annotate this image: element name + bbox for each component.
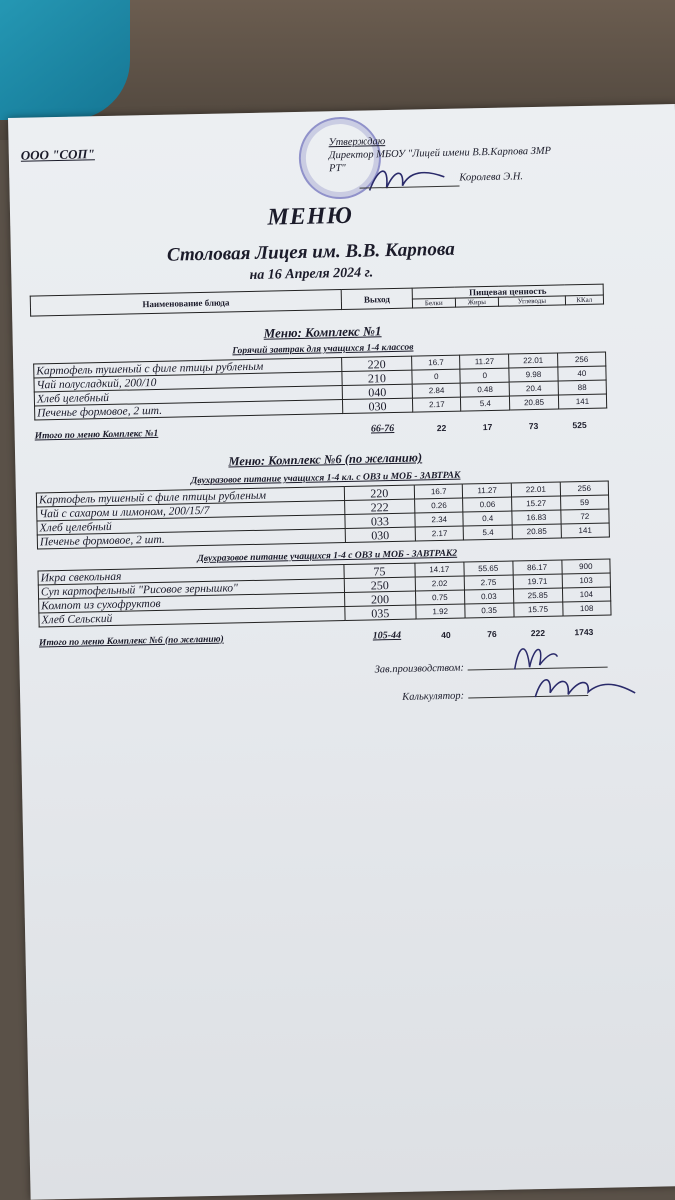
protein: 16.7 [414, 484, 463, 499]
menu1-subtitle: Горячий завтрак для учащихся 1-4 классов [232, 342, 414, 357]
carbs: 25.85 [513, 588, 562, 603]
director-signature [364, 159, 455, 201]
menu1-table [33, 352, 607, 421]
dish-output: 200 [344, 591, 415, 606]
carbs: 22.01 [509, 353, 558, 368]
dish-name: Печенье формовое, 2 шт. [35, 400, 343, 420]
fat: 0.35 [465, 603, 514, 618]
dish-name: Картофель тушеный с филе птицы рубленым [34, 358, 342, 378]
header-output: Выход [341, 288, 412, 309]
menu-sheet [8, 104, 675, 1200]
fat: 0.4 [463, 511, 512, 526]
protein: 0.75 [415, 590, 464, 605]
kcal: 900 [561, 559, 610, 574]
menu6-table-2 [37, 558, 611, 627]
fat: 2.75 [464, 575, 513, 590]
dish-output: 210 [342, 370, 413, 385]
dish-output: 222 [344, 499, 415, 514]
kcal: 108 [562, 601, 611, 616]
approval-line-3: РТ" [329, 162, 346, 175]
header-name: Наименование блюда [30, 290, 341, 317]
dish-name: Хлеб целебный [34, 386, 342, 406]
fat: 0 [460, 368, 509, 383]
kcal: 141 [558, 394, 606, 409]
fat: 11.27 [460, 354, 509, 369]
dish-output: 035 [345, 605, 416, 620]
protein: 16.7 [412, 355, 461, 370]
menu1-total-fat: 17 [482, 421, 493, 432]
kcal: 72 [561, 509, 609, 524]
kcal: 256 [557, 352, 605, 367]
menu1-title: Меню: Комплекс №1 [263, 323, 382, 341]
carbs: 20.85 [512, 524, 561, 539]
menu1-total-row [35, 419, 608, 442]
menu-title: МЕНЮ [267, 202, 354, 231]
carbs: 86.17 [513, 560, 562, 575]
dish-name: Чай полусладкий, 200/10 [34, 372, 342, 392]
protein: 2.17 [415, 526, 464, 541]
fat: 55.65 [464, 561, 513, 576]
menu6-total-fat: 76 [487, 628, 497, 639]
protein: 0.26 [415, 498, 464, 513]
protein: 1.92 [416, 604, 465, 619]
protein: 2.84 [412, 383, 461, 398]
protein: 2.34 [415, 512, 464, 527]
dish-name: Хлеб целебный [37, 515, 345, 535]
header-kcal: ККал [565, 295, 604, 305]
dish-output: 75 [344, 563, 415, 578]
fat: 5.4 [461, 396, 510, 411]
fat: 0.03 [464, 589, 513, 604]
kcal: 256 [560, 481, 608, 496]
dish-output: 250 [344, 577, 415, 592]
fat: 5.4 [464, 525, 513, 540]
menu6-subtitle-1: Двухразовое питание учащихся 1-4 кл. с ОВЗ и МОБ - ЗАВТРАК [190, 470, 461, 487]
protein: 2.02 [415, 576, 464, 591]
dish-name: Суп картофельный "Рисовое зернышко" [38, 579, 344, 599]
menu1-total-label: Итого по меню Комплекс №1 [34, 428, 159, 442]
approval-line-2: Директор МБОУ "Лицей имени В.В.Карпова ЗМР [328, 145, 552, 162]
calculator-signature [530, 665, 641, 707]
menu6-total-price: 105-44 [372, 629, 402, 642]
carbs: 16.83 [512, 510, 561, 525]
canteen-name: Столовая Лицея им. В.В. Карпова [166, 238, 455, 266]
menu6-total-kcal: 1743 [574, 626, 594, 637]
protein: 0 [412, 369, 461, 384]
carbs: 9.98 [509, 367, 558, 382]
dish-output: 040 [342, 384, 413, 399]
dish-output: 220 [341, 356, 412, 371]
dish-output: 030 [345, 527, 416, 542]
carbs: 15.27 [512, 496, 561, 511]
kcal: 88 [558, 380, 606, 395]
menu-date: на 16 Апреля 2024 г. [249, 265, 374, 283]
dish-name: Картофель тушеный с филе птицы рубленым [36, 487, 344, 507]
menu6-subtitle-2: Двухразовое питание учащихся 1-4 с ОВЗ и МОБ - ЗАВТРАК2 [197, 548, 458, 565]
dish-name: Чай с сахаром и лимоном, 200/15/7 [37, 501, 345, 521]
menu6-table-1 [36, 480, 610, 549]
header-nutrition: Пищевая ценность [412, 284, 603, 299]
menu1-total-carbs: 73 [528, 420, 539, 431]
menu1-total-kcal: 525 [572, 419, 587, 430]
kcal: 141 [561, 523, 609, 538]
carbs: 15.75 [513, 602, 562, 617]
protein: 14.17 [415, 562, 464, 577]
header-carbs: Углеводы [499, 296, 566, 306]
blue-cloth [0, 0, 130, 120]
dish-name: Хлеб Сельский [39, 607, 345, 627]
dish-name: Компот из сухофруктов [39, 593, 345, 613]
dish-name: Икра свекольная [38, 565, 344, 585]
kcal: 104 [562, 587, 611, 602]
menu6-total-protein: 40 [441, 629, 451, 640]
menu1-total-price: 66-76 [370, 422, 395, 435]
approval-line-1: Утверждаю [328, 136, 386, 149]
dish-name: Печенье формовое, 2 шт. [37, 529, 345, 549]
signer-name: Королева Э.Н. [459, 171, 524, 184]
dish-output: 220 [344, 485, 415, 500]
carbs: 22.01 [511, 482, 560, 497]
fat: 0.48 [461, 382, 510, 397]
organization-name: ООО "СОП" [20, 146, 95, 163]
menu6-total-label: Итого по меню Комплекс №6 (по желанию) [38, 634, 224, 648]
menu6-title: Меню: Комплекс №6 (по желанию) [228, 450, 423, 469]
production-label: Зав.производством: [374, 662, 465, 676]
dish-output: 030 [342, 398, 413, 413]
header-fat: Жиры [455, 297, 499, 307]
carbs: 20.85 [510, 395, 559, 410]
header-protein: Белки [412, 298, 455, 308]
menu6-total-carbs: 222 [530, 627, 546, 638]
kcal: 40 [558, 366, 606, 381]
calculator-label: Калькулятор: [402, 690, 465, 703]
menu1-total-protein: 22 [436, 422, 447, 433]
kcal: 103 [562, 573, 611, 588]
dish-output: 033 [345, 513, 416, 528]
carbs: 20.4 [509, 381, 558, 396]
header-table [30, 284, 604, 317]
fat: 11.27 [463, 483, 512, 498]
carbs: 19.71 [513, 574, 562, 589]
kcal: 59 [560, 495, 608, 510]
protein: 2.17 [413, 397, 462, 412]
fat: 0.06 [463, 497, 512, 512]
